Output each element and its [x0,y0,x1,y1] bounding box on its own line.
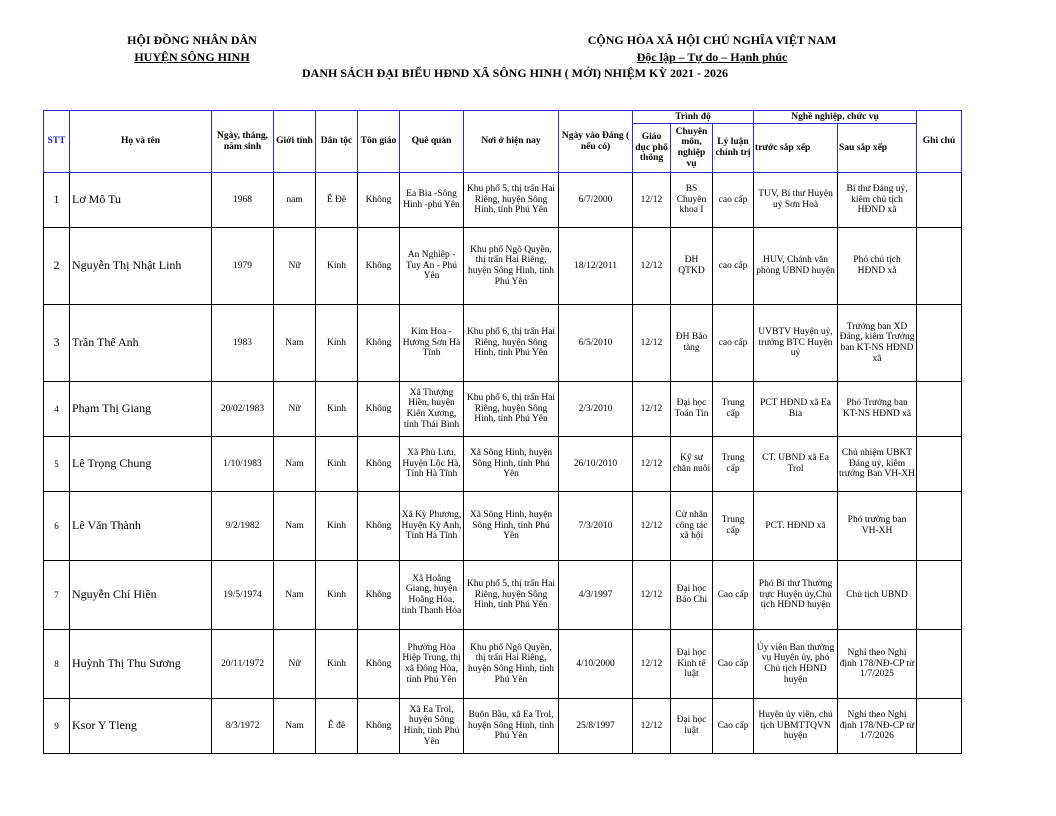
cell-party-date: 7/3/2010 [559,492,633,561]
cell-ethnicity: Ê đê [316,699,358,754]
cell-edu: 12/12 [633,437,671,492]
cell-hometown: Kim Hoa - Hương Sơn Hà Tĩnh [400,305,464,382]
cell-stt: 7 [44,561,70,630]
cell-gender: nam [274,173,316,228]
cell-religion: Không [358,305,400,382]
cell-party-date: 2/3/2010 [559,382,633,437]
cell-dob: 1983 [212,305,274,382]
cell-residence: Xã Sông Hinh, huyện Sông Hinh, tỉnh Phú Yên [464,492,559,561]
cell-residence: Khu phố 6, thị trấn Hai Riêng, huyện Sông Hinh, tỉnh Phú Yên [464,305,559,382]
cell-gender: Nam [274,561,316,630]
cell-note [917,382,962,437]
cell-note [917,630,962,699]
cell-dob: 20/02/1983 [212,382,274,437]
cell-specialty: ĐH QTKD [671,228,713,305]
cell-dob: 1968 [212,173,274,228]
col-ethnicity: Dân tộc [316,111,358,173]
national-motto: Độc lập – Tự do – Hạnh phúc [636,50,788,64]
cell-religion: Không [358,437,400,492]
cell-stt: 3 [44,305,70,382]
cell-party-date: 6/7/2000 [559,173,633,228]
cell-note [917,437,962,492]
council-name: HỘI ĐỒNG NHÂN DÂN [127,33,257,47]
col-stt: STT [44,111,70,173]
cell-stt: 1 [44,173,70,228]
cell-ethnicity: Ê Đê [316,173,358,228]
cell-before: PCT HĐND xã Ea Bia [754,382,838,437]
cell-politics: cao cấp [713,305,754,382]
cell-edu: 12/12 [633,561,671,630]
col-politics: Lý luận chính trị [713,124,754,173]
cell-name: Lê Văn Thành [70,492,212,561]
cell-name: Nguyễn Chí Hiền [70,561,212,630]
cell-politics: cao cấp [713,173,754,228]
col-hometown: Quê quán [400,111,464,173]
cell-residence: Khu phố Ngô Quyền, thị trấn Hai Riêng, huyện Sông Hinh, tỉnh Phú Yên [464,630,559,699]
cell-party-date: 26/10/2010 [559,437,633,492]
table-row [44,305,962,382]
cell-specialty: Đại học Báo Chí [671,561,713,630]
cell-note [917,492,962,561]
cell-religion: Không [358,228,400,305]
cell-party-date: 25/8/1997 [559,699,633,754]
cell-before: Phó Bí thư Thường trực Huyện ủy,Chủ tịch HĐND huyện [754,561,838,630]
cell-ethnicity: Kinh [316,305,358,382]
cell-religion: Không [358,561,400,630]
col-group-level: Trình độ [633,111,754,124]
cell-after: Nghỉ theo Nghị định 178/NĐ-CP từ 1/7/2025 [838,630,917,699]
cell-edu: 12/12 [633,305,671,382]
table-row [44,699,962,754]
cell-edu: 12/12 [633,228,671,305]
cell-before: TUV, Bí thư Huyện uỷ Sơn Hoà [754,173,838,228]
cell-stt: 2 [44,228,70,305]
cell-stt: 4 [44,382,70,437]
table-row [44,561,962,630]
cell-residence: Khu phố 5, thị trấn Hai Riêng, huyện Sông Hinh, tỉnh Phú Yên [464,561,559,630]
cell-hometown: Xã Kỳ Phương, Huyện Kỳ Anh, Tỉnh Hà Tĩnh [400,492,464,561]
cell-religion: Không [358,173,400,228]
cell-before: UVBTV Huyện uỷ, trưởng BTC Huyện uỷ [754,305,838,382]
cell-dob: 1/10/1983 [212,437,274,492]
table-row [44,228,962,305]
cell-name: Phạm Thị Giang [70,382,212,437]
cell-religion: Không [358,492,400,561]
cell-after: Phó trưởng ban VH-XH [838,492,917,561]
cell-residence: Khu phố 5, thị trấn Hai Riêng, huyện Sông Hinh, tỉnh Phú Yên [464,173,559,228]
cell-religion: Không [358,382,400,437]
col-note: Ghi chú [917,111,962,173]
table-body [44,173,962,754]
cell-hometown: Ea Bia -Sông Hinh -phú Yên [400,173,464,228]
cell-religion: Không [358,699,400,754]
cell-politics: Cao cấp [713,630,754,699]
col-party-date: Ngày vào Đảng ( nếu có) [559,111,633,173]
cell-name: Ksor Y Tleng [70,699,212,754]
cell-residence: Khu phố Ngô Quyền, thị trấn Hai Riêng, huyện Sông Hinh, tỉnh Phú Yên [464,228,559,305]
cell-specialty: BS Chuyên khoa I [671,173,713,228]
cell-specialty: Đại học luật [671,699,713,754]
table-row [44,437,962,492]
cell-party-date: 4/10/2000 [559,630,633,699]
cell-ethnicity: Kinh [316,492,358,561]
cell-residence: Buôn Bầu, xã Ea Trol, huyện Sông Hinh, tỉnh Phú Yên [464,699,559,754]
cell-party-date: 18/12/2011 [559,228,633,305]
cell-after: Trưởng ban XD Đảng, kiêm Trưởng ban KT-NS HĐND xã [838,305,917,382]
cell-stt: 5 [44,437,70,492]
table-row [44,492,962,561]
cell-edu: 12/12 [633,699,671,754]
cell-religion: Không [358,630,400,699]
cell-edu: 12/12 [633,382,671,437]
cell-before: HUV, Chánh văn phòng UBND huyện [754,228,838,305]
cell-note [917,305,962,382]
cell-specialty: Đại học Kinh tế luật [671,630,713,699]
cell-hometown: Xã Ea Trol, huyện Sông Hinh, tỉnh Phú Yên [400,699,464,754]
cell-dob: 8/3/1972 [212,699,274,754]
cell-before: CT. UBND xã Ea Trol [754,437,838,492]
cell-dob: 20/11/1972 [212,630,274,699]
cell-hometown: Xã Hoằng Giang, huyện Hoằng Hóa, tỉnh Thanh Hóa [400,561,464,630]
cell-after: Phó Trưởng ban KT-NS HĐND xã [838,382,917,437]
table-row [44,382,962,437]
cell-politics: Cao cấp [713,699,754,754]
cell-hometown: An Nghiệp - Tuy An - Phú Yên [400,228,464,305]
cell-gender: Nữ [274,228,316,305]
cell-gender: Nam [274,437,316,492]
col-gender: Giới tính [274,111,316,173]
cell-note [917,173,962,228]
cell-hometown: Xã Phù Lưu, Huyện Lộc Hà, Tỉnh Hà Tĩnh [400,437,464,492]
cell-name: Huỳnh Thị Thu Sương [70,630,212,699]
cell-ethnicity: Kinh [316,437,358,492]
cell-name: Trần Thế Anh [70,305,212,382]
cell-ethnicity: Kinh [316,561,358,630]
cell-note [917,228,962,305]
cell-ethnicity: Kinh [316,382,358,437]
cell-politics: Trung cấp [713,437,754,492]
cell-politics: Trung cấp [713,382,754,437]
cell-politics: Trung cấp [713,492,754,561]
col-name: Họ và tên [70,111,212,173]
col-after: Sau sắp xếp [838,124,917,173]
cell-specialty: Đại học Toán Tin [671,382,713,437]
cell-ethnicity: Kinh [316,630,358,699]
country-name: CỘNG HÒA XÃ HỘI CHỦ NGHĨA VIỆT NAM [587,33,837,47]
col-before: trước sắp xếp [754,124,838,173]
cell-note [917,699,962,754]
cell-before: Huyện ủy viên, chủ tịch UBMTTQVN huyện [754,699,838,754]
cell-politics: cao cấp [713,228,754,305]
cell-gender: Nữ [274,630,316,699]
cell-edu: 12/12 [633,630,671,699]
col-edu: Giáo dục phổ thông [633,124,671,173]
cell-residence: Khu phố 6, thị trấn Hai Riêng, huyện Sông Hinh, tỉnh Phú Yên [464,382,559,437]
district-name: HUYỆN SÔNG HINH [134,50,250,64]
cell-gender: Nữ [274,382,316,437]
cell-residence: Xã Sông Hinh, huyện Sông Hinh, tỉnh Phú Yên [464,437,559,492]
cell-name: Lơ Mô Tu [70,173,212,228]
cell-stt: 6 [44,492,70,561]
cell-stt: 8 [44,630,70,699]
cell-dob: 19/5/1974 [212,561,274,630]
cell-ethnicity: Kinh [316,228,358,305]
cell-name: Lê Trọng Chung [70,437,212,492]
cell-gender: Nam [274,305,316,382]
document-title: DANH SÁCH ĐẠI BIỂU HĐND XÃ SÔNG HINH ( MỚI) NHIỆM KỲ 2021 - 2026 [301,66,728,80]
cell-gender: Nam [274,492,316,561]
cell-dob: 1979 [212,228,274,305]
cell-after: Nghỉ theo Nghị định 178/NĐ-CP từ 1/7/2026 [838,699,917,754]
table-row [44,173,962,228]
cell-gender: Nam [274,699,316,754]
cell-after: Bí thư Đảng uỷ, kiêm chủ tịch HĐND xã [838,173,917,228]
cell-stt: 9 [44,699,70,754]
col-residence: Nơi ở hiện nay [464,111,559,173]
cell-specialty: ĐH Bảo tàng [671,305,713,382]
col-religion: Tôn giáo [358,111,400,173]
table-row [44,630,962,699]
cell-hometown: Xã Thượng Hiền, huyện Kiến Xương, tỉnh Thái Bình [400,382,464,437]
cell-specialty: Kỹ sư chăn nuôi [671,437,713,492]
col-group-job: Nghề nghiệp, chức vụ [754,111,917,124]
cell-before: Ủy viên Ban thường vụ Huyện ủy, phó Chủ tịch HĐND huyện [754,630,838,699]
cell-politics: Cao cấp [713,561,754,630]
col-dob: Ngày, tháng, năm sinh [212,111,274,173]
cell-note [917,561,962,630]
cell-name: Nguyễn Thị Nhật Linh [70,228,212,305]
cell-before: PCT. HĐND xã [754,492,838,561]
cell-specialty: Cử nhân công tác xã hội [671,492,713,561]
cell-party-date: 4/3/1997 [559,561,633,630]
cell-edu: 12/12 [633,492,671,561]
cell-dob: 9/2/1982 [212,492,274,561]
col-specialty: Chuyên môn, nghiệp vụ [671,124,713,173]
cell-party-date: 6/5/2010 [559,305,633,382]
cell-after: Phó chủ tịch HĐND xã [838,228,917,305]
cell-after: Chủ nhiệm UBKT Đảng uỷ, kiêm trưởng Ban VH-XH [838,437,917,492]
cell-edu: 12/12 [633,173,671,228]
cell-after: Chủ tịch UBND [838,561,917,630]
cell-hometown: Phường Hòa Hiệp Trung, thị xã Đông Hòa, tỉnh Phú Yên [400,630,464,699]
delegate-table [43,110,962,754]
